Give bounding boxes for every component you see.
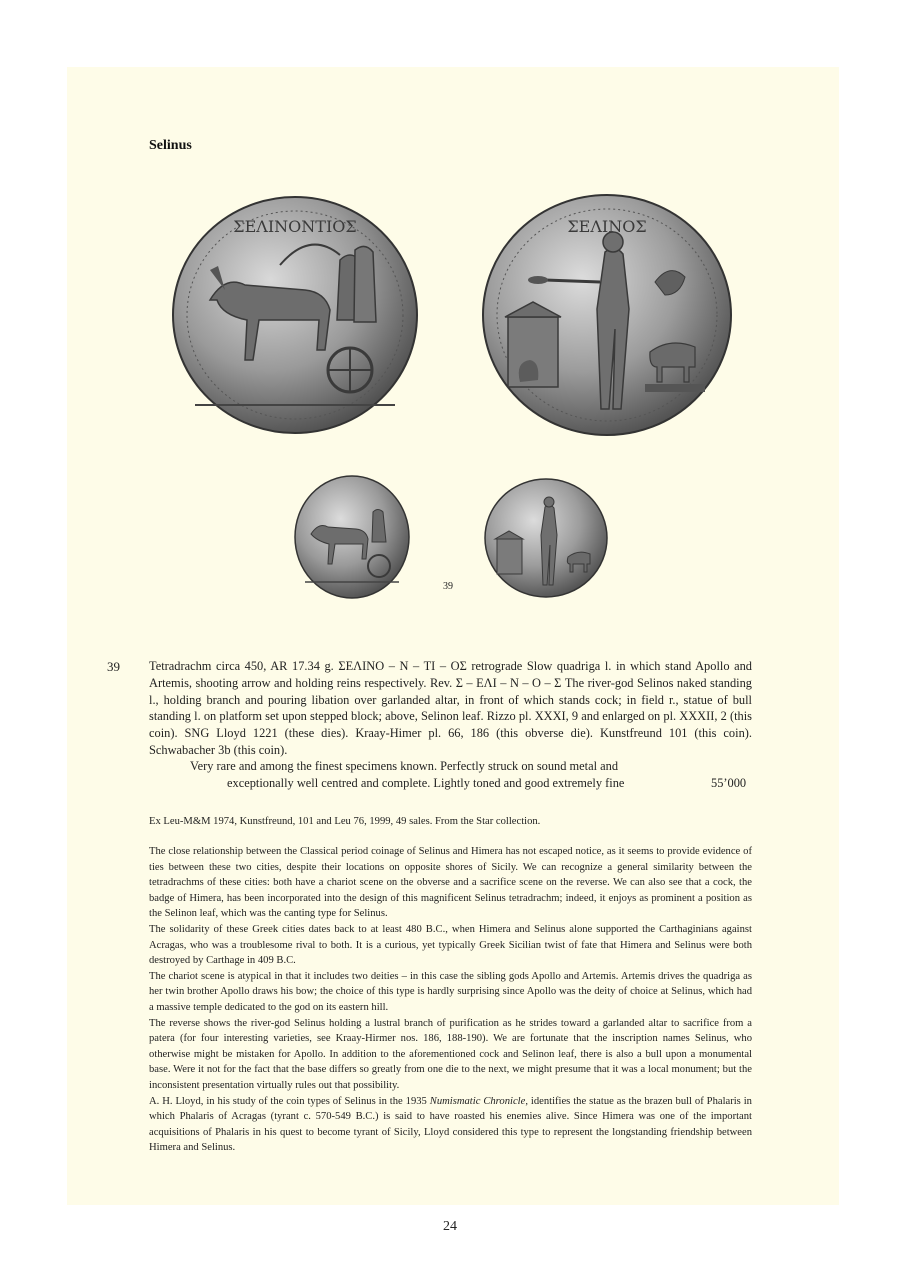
essay-paragraph-5-start: A. H. Lloyd, in his study of the coin types of Selinus in the 1935 bbox=[149, 1095, 430, 1107]
essay bbox=[149, 844, 752, 1156]
coin-reverse-small bbox=[483, 477, 609, 599]
coin-legend: ΣΕΛΙΝΟΣ bbox=[567, 217, 647, 236]
essay-paragraph-4: The reverse shows the river-god Selinus holding a lustral branch of purification as he strides toward a garlanded altar to sacrifice from a patera (for four interesting varieties, see Kraay-Hirmer nos. 186, 188-190). We are fortunate that the inscription names Selinus, who otherwise might be mistaken for Apollo. In addition to the aforementioned cock and Selinon leaf, there is also a bull upon a monumental base. Were it not for the fact that the base differs so greatly from one die to the next, we might presume that it was a local monument; but the inconsistent presentation virtually rules out that possibility. bbox=[149, 1017, 752, 1091]
coin-obverse-small bbox=[293, 474, 411, 600]
provenance: Ex Leu-M&M 1974, Kunstfreund, 101 and Leu 76, 1999, 49 sales. From the Star collection. bbox=[149, 816, 541, 827]
essay-paragraph-5 bbox=[149, 1094, 752, 1156]
grade-line-1: Very rare and among the finest specimens known. Perfectly struck on sound metal and bbox=[190, 759, 619, 773]
lot-number: 39 bbox=[107, 659, 120, 674]
section-heading: Selinus bbox=[149, 138, 192, 153]
plate-number: 39 bbox=[443, 581, 453, 592]
essay-paragraph-5-end: , identifies the statue as the brazen bull of Phalaris in which Phalaris of Acragas (tyrant c. 570-549 B.C.) is said to have roasted his enemies alive. Since Himera was one of the important acquisitions of Phalaris in his quest to become tyrant of Sicily, Lloyd considered this type to represent the longstanding friendship between Himera and Selinus. bbox=[149, 1095, 752, 1154]
essay-paragraph-3: The chariot scene is atypical in that it includes two deities – in this case the sibling gods Apollo and Artemis. Artemis drives the quadriga as her twin brother Apollo draws his bow; the choice of this type is hardly surprising since Apollo was the deity of choice at Selinus, which had a massive temple dedicated to the god on its eastern hill. bbox=[149, 970, 752, 1013]
essay-paragraph-1: The close relationship between the Classical period coinage of Selinus and Himera has not escaped notice, as it seems to provide evidence of ties between these two cities, despite their locations on opposite shores of Sicily. We can recognize a general similarity between the tetradrachms of these cities: both have a chariot scene on the obverse and a sacrifice scene on the reverse. We can also see that a cock, the badge of Himera, has been incorporated into the design of this magnificent Selinus tetradrachm; indeed, it enjoys as prominent a position as the Selinon leaf, which was the canting type for Selinus. bbox=[149, 846, 752, 920]
coin-legend: ΣΕΛΙΝΟΝΤΙΟΣ bbox=[233, 217, 357, 236]
page-number: 24 bbox=[443, 1219, 457, 1234]
journal-title: Numismatic Chronicle bbox=[429, 1095, 526, 1107]
coin-reverse-large bbox=[480, 192, 735, 438]
estimate-price: 55’000 bbox=[711, 776, 747, 790]
lot-description: Tetradrachm circa 450, AR 17.34 g. ΣΕΛΙΝΟ – Ν – ΤΙ – ΟΣ retrograde Slow quadriga l. in which stand Apollo and Artemis, shooting arrow and holding reins respectively. Rev. Σ – ΕΛΙ – Ν – Ο – Σ The river-god Selinos naked standing l., holding branch and pouring libation over garlanded altar, in front of which stands cock; in field r., statue of bull standing l. on platform set upon stepped block; above, Selinon leaf. Rizzo pl. XXXI, 9 and enlarged on pl. XXXII, 2 (this coin). SNG Lloyd 1221 (these dies). Kraay-Himer pl. 66, 186 (this obverse die). Kunstfreund 101 (this coin). Schwabacher 3b (this coin). bbox=[149, 659, 752, 757]
grade-line-2: exceptionally well centred and complete. Lightly toned and good extremely fine bbox=[227, 776, 625, 790]
coin-obverse-large bbox=[170, 190, 420, 440]
essay-paragraph-2: The solidarity of these Greek cities dates back to at least 480 B.C., when Himera and Selinus alone supported the Carthaginians against Acragas, who was a troublesome rival to both. It is a curious, yet typically Greek Sicilian twist of fate that Himera and Selinus were both destroyed by Carthage in 409 B.C. bbox=[149, 923, 752, 967]
